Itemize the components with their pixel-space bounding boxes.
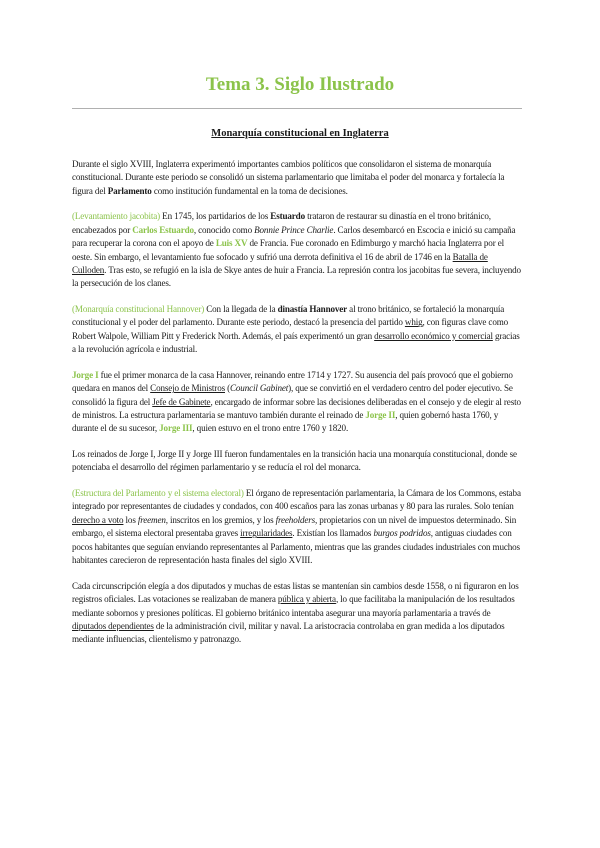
- keyword-hannover: dinastía Hannover: [277, 304, 348, 315]
- nickname: Bonnie Prince Charlie: [254, 224, 334, 235]
- section-heading: Monarquía constitucional en Inglaterra: [211, 128, 389, 139]
- paragraph-hannover: (Monarquía constitucional Hannover) Con la llegada de la dinastía Hannover al trono británico, se fortaleció la monarquía constitucional y el poder del parlamento. Durante este periodo, destacó la presencia del partido whig, con figuras clave como Robert Walpole, William Pitt y Frederick North. Además, el país experimentó un gran desarrollo económico y comercial gracias a la revolución agrícola e industrial.: [72, 304, 520, 355]
- underlined-term: Consejo de Ministros: [150, 383, 225, 394]
- section-tag: (Levantamiento jacobita): [72, 211, 161, 222]
- name-jorge-i: Jorge I: [72, 369, 99, 380]
- underlined-term: desarrollo económico y comercial: [374, 330, 493, 341]
- italic-term: freemen: [137, 514, 166, 525]
- title-divider: [72, 108, 522, 109]
- underlined-term: derecho a voto: [72, 514, 124, 525]
- name-jorge-ii: Jorge II: [365, 410, 396, 421]
- page-title: Tema 3. Siglo Ilustrado: [205, 74, 395, 95]
- keyword-parlamento: Parlamento: [107, 185, 152, 196]
- paragraph-intro: Durante el siglo XVIII, Inglaterra experimentó importantes cambios políticos que consolidaron el sistema de monarquía constitucional. Durante este periodo se consolidó un sistema parlamentario que limitaba el poder del monarca y fortalecía la figura del Parlamento como institución fundamental en la toma de decisiones.: [72, 159, 505, 196]
- italic-term: freeholders: [275, 514, 316, 525]
- document-body: [72, 158, 524, 659]
- paragraph-reigns-summary: Los reinados de Jorge I, Jorge II y Jorge III fueron fundamentales en la transición hacia una monarquía constitucional, donde se potenciaba el desarrollo del régimen parlamentario y se reducía el rol del monarca.: [72, 449, 517, 473]
- name-jorge-iii: Jorge III: [159, 423, 193, 434]
- underlined-term: Jefe de Gabinete: [152, 396, 211, 407]
- paragraph-jacobite-uprising: (Levantamiento jacobita) En 1745, los partidarios de los Estuardo trataron de restaurar su dinastía en el trono británico, encabezados por Carlos Estuardo, conocido como Bonnie Prince Charlie. Carlos desembarcó en Escocia e inició su campaña para recuperar la corona con el apoyo de Luis XV de Francia. Fue coronado en Edimburgo y marchó hacia Inglaterra por el oeste. Sin embargo, el levantamiento fue sofocado y sufrió una derrota definitiva el 16 de abril de 1746 en la Batalla de Culloden. Tras esto, se refugió en la isla de Skye antes de huir a Francia. La represión contra los jacobitas fue severa, incluyendo la persecución de los clanes.: [72, 211, 521, 289]
- name-carlos-estuardo: Carlos Estuardo: [132, 224, 194, 235]
- underlined-term: diputados dependientes: [72, 620, 154, 631]
- paragraph-jorge: Jorge I fue el primer monarca de la casa Hannover, reinando entre 1714 y 1727. Su ausencia del país provocó que el gobierno quedara en manos del Consejo de Ministros (Council Gabinet), que se convirtió en el verdadero centro del poder ejecutivo. Se consolidó la figura del Jefe de Gabinete, encargado de informar sobre las decisiones deliberadas en el consejo y de elegir al resto de ministros. La estructura parlamentaria se mantuvo también durante el reinado de Jorge II, quien gobernó hasta 1760, y durante el de su sucesor, Jorge III, quien estuvo en el trono entre 1760 y 1820.: [72, 369, 521, 434]
- section-tag: (Monarquía constitucional Hannover): [72, 304, 205, 315]
- underlined-term: whig: [404, 317, 423, 328]
- underlined-term: irregularidades: [240, 528, 293, 539]
- paragraph-elections: Cada circunscripción elegía a dos diputados y muchas de estas listas se mantenían sin cambios desde 1558, o ni figuraron en los registros oficiales. Las votaciones se realizaban de manera pública y abierta, lo que facilitaba la manipulación de los resultados mediante sobornos y presiones políticas. El gobierno británico intentaba asegurar una mayoría parlamentaria a través de diputados dependientes de la administración civil, militar y naval. La aristocracia controlaba en gran medida a los diputados mediante influencias, clientelismo y patronazgo.: [72, 580, 519, 645]
- underlined-term: pública y abierta: [277, 594, 336, 605]
- italic-term: burgos podridos: [373, 528, 431, 539]
- paragraph-parliament-structure: (Estructura del Parlamento y el sistema electoral) El órgano de representación parlamentaria, la Cámara de los Commons, estaba integrado por representantes de ciudades y condados, con 400 escaños para las zonas urbanas y 80 para las rurales. Solo tenían derecho a voto los freemen, inscritos en los gremios, y los freeholders, propietarios con un nivel de impuestos determinado. Sin embargo, el sistema electoral presentaba graves irregularidades. Existían los llamados burgos podridos, antiguas ciudades con pocos habitantes que seguían enviando representantes al Parlamento, mientras que las grandes ciudades industriales con muchos habitantes carecieron de representación hasta finales del siglo XVIII.: [72, 488, 521, 566]
- keyword-estuardo: Estuardo: [270, 211, 305, 222]
- underlined-term: Batalla de Culloden: [72, 251, 488, 276]
- name-luis-xv: Luis XV: [215, 238, 248, 249]
- section-tag: (Estructura del Parlamento y el sistema electoral): [72, 488, 244, 499]
- italic-term: Council Gabinet: [230, 383, 289, 394]
